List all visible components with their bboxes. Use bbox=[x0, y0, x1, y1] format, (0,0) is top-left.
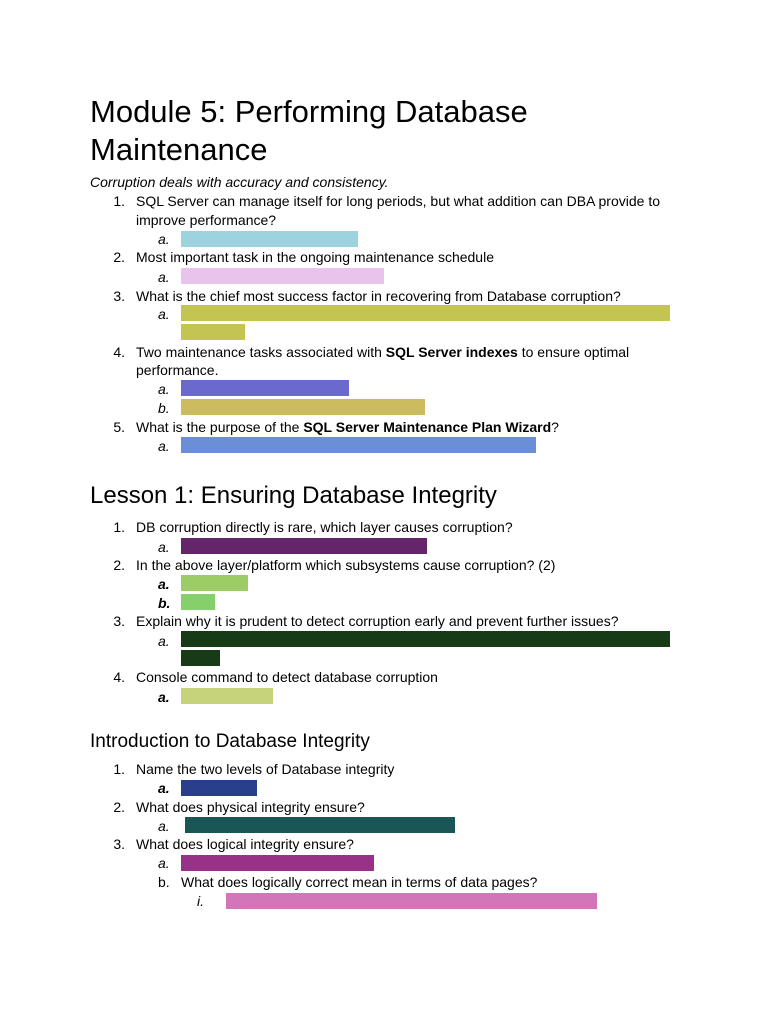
question-number: 1. bbox=[113, 193, 125, 209]
answer-redaction-bar bbox=[181, 268, 384, 284]
answer-redaction-bar bbox=[181, 231, 358, 247]
section-heading: Lesson 1: Ensuring Database Integrity bbox=[90, 482, 497, 509]
answer-label: a. bbox=[158, 576, 170, 592]
question-number: 2. bbox=[113, 249, 125, 265]
answer-redaction-bar bbox=[181, 855, 374, 871]
question-number: 1. bbox=[113, 519, 125, 535]
question-number: 3. bbox=[113, 288, 125, 304]
question-number: 1. bbox=[113, 761, 125, 777]
answer-redaction-bar bbox=[181, 688, 273, 704]
answer-redaction-bar bbox=[181, 631, 670, 647]
answer-redaction-bar bbox=[181, 399, 425, 415]
answer-redaction-bar bbox=[181, 538, 427, 554]
answer-label: a. bbox=[158, 539, 170, 555]
question-text-cont: performance. bbox=[136, 362, 219, 378]
answer-redaction-bar bbox=[181, 380, 349, 396]
question-number: 4. bbox=[113, 669, 125, 685]
question-text-cont: improve performance? bbox=[136, 212, 277, 228]
answer-label: a. bbox=[158, 438, 170, 454]
answer-label: a. bbox=[158, 269, 170, 285]
question-number: 3. bbox=[113, 836, 125, 852]
question-text: Two maintenance tasks associated with SQL Server indexes to ensure optimal bbox=[136, 344, 630, 360]
question-text: Explain why it is prudent to detect corruption early and prevent further issues? bbox=[136, 613, 619, 629]
question-text: Name the two levels of Database integrity bbox=[136, 761, 395, 777]
answer-redaction-bar bbox=[226, 893, 597, 909]
answer-label: a. bbox=[158, 855, 170, 871]
page-title-line2: Maintenance bbox=[90, 132, 268, 167]
answer-label: a. bbox=[158, 689, 170, 705]
question-text: Console command to detect database corruption bbox=[136, 669, 438, 685]
answer-label: a. bbox=[158, 381, 170, 397]
answer-label: a. bbox=[158, 306, 170, 322]
question-text: What does physical integrity ensure? bbox=[136, 799, 365, 815]
answer-label: a. bbox=[158, 818, 170, 834]
answer-redaction-bar bbox=[181, 594, 215, 610]
page-title-line1: Module 5: Performing Database bbox=[90, 94, 528, 129]
answer-redaction-bar bbox=[181, 437, 536, 453]
question-text: DB corruption directly is rare, which layer causes corruption? bbox=[136, 519, 513, 535]
sub-question-label: b. bbox=[158, 874, 170, 890]
answer-redaction-bar bbox=[181, 780, 257, 796]
answer-redaction-bar bbox=[181, 650, 220, 666]
answer-label: b. bbox=[158, 595, 171, 611]
question-text: What is the chief most success factor in recovering from Database corruption? bbox=[136, 288, 621, 304]
answer-label: i. bbox=[197, 893, 204, 909]
question-text: In the above layer/platform which subsystems cause corruption? (2) bbox=[136, 557, 556, 573]
answer-redaction-bar bbox=[185, 817, 455, 833]
answer-redaction-bar bbox=[181, 575, 248, 591]
question-text: What does logical integrity ensure? bbox=[136, 836, 354, 852]
answer-redaction-bar bbox=[181, 305, 670, 321]
answer-redaction-bar bbox=[181, 324, 245, 340]
answer-label: a. bbox=[158, 231, 170, 247]
question-number: 3. bbox=[113, 613, 125, 629]
answer-label: a. bbox=[158, 633, 170, 649]
question-text: Most important task in the ongoing maintenance schedule bbox=[136, 249, 494, 265]
answer-label: a. bbox=[158, 780, 170, 796]
answer-label: b. bbox=[158, 400, 170, 416]
intro-note: Corruption deals with accuracy and consistency. bbox=[90, 174, 389, 190]
question-number: 2. bbox=[113, 799, 125, 815]
question-number: 4. bbox=[113, 344, 125, 360]
question-text: What is the purpose of the SQL Server Maintenance Plan Wizard? bbox=[136, 419, 559, 435]
question-number: 5. bbox=[113, 419, 125, 435]
sub-question-text: What does logically correct mean in terms of data pages? bbox=[181, 874, 538, 890]
question-number: 2. bbox=[113, 557, 125, 573]
question-text: SQL Server can manage itself for long periods, but what addition can DBA provide to bbox=[136, 193, 661, 209]
subsection-heading: Introduction to Database Integrity bbox=[90, 731, 370, 752]
